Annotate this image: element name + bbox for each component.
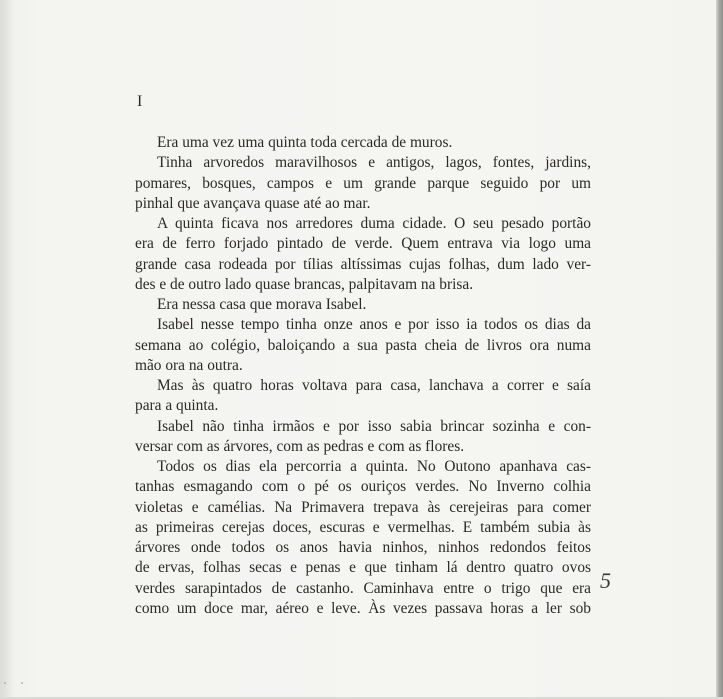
- text-line: grande casa rodeada por tílias altíssimas cujas folhas, dum lado ver-: [135, 255, 591, 273]
- text-line: verdes sarapintados de castanho. Caminhava entre o trigo que era: [135, 579, 591, 597]
- text-line: Isabel não tinha irmãos e por isso sabia brincar sozinha e con-: [157, 417, 591, 435]
- text-line: Tinha arvoredos maravilhosos e antigos, lagos, fontes, jardins,: [157, 154, 591, 172]
- text-line: como um doce mar, aéreo e leve. Às vezes passava horas a ler sob: [135, 599, 591, 617]
- text-line: pomares, bosques, campos e um grande parque seguido por um: [135, 174, 591, 192]
- text-line: Era nessa casa que morava Isabel.: [157, 296, 367, 313]
- paragraph: [135, 417, 591, 458]
- gutter-shadow: [0, 0, 14, 699]
- text-line: violetas e camélias. Na Primavera trepava às cerejeiras para comer: [135, 498, 591, 516]
- page-edge: [716, 0, 723, 699]
- text-line: tanhas esmagando com o pé os ouriços verdes. No Inverno colhia: [135, 478, 591, 496]
- paper-speck: [4, 682, 6, 684]
- text-line: Todos os dias ela percorria a quinta. No Outono apanhava cas-: [157, 458, 591, 475]
- paragraph: [135, 295, 591, 315]
- text-line: mão ora na outra.: [135, 356, 243, 374]
- text-line: Isabel nesse tempo tinha onze anos e por isso ia todos os dias da: [157, 316, 591, 334]
- text-line: semana ao colégio, baloiçando a sua pasta cheia de livros ora numa: [135, 336, 591, 354]
- text-line: Mas às quatro horas voltava para casa, lanchava a correr e saía: [157, 377, 591, 394]
- text-line: para a quinta.: [135, 397, 219, 415]
- page-number: 5: [600, 568, 611, 593]
- paragraph: [135, 315, 591, 376]
- text-line: Era uma vez uma quinta toda cercada de muros.: [157, 134, 453, 151]
- paragraph: [135, 153, 591, 214]
- text-line: árvores onde todos os anos havia ninhos, ninhos redondos feitos: [135, 539, 591, 556]
- text-line: versar com as árvores, com as pedras e com as flores.: [135, 437, 465, 455]
- text-line: de ervas, folhas secas e penas e que tinham lá dentro quatro ovos: [135, 559, 591, 577]
- paper-speck: [21, 682, 23, 684]
- paragraph: [135, 457, 591, 619]
- text-line: era de ferro forjado pintado de verde. Quem entrava via logo uma: [135, 235, 591, 253]
- text-line: as primeiras cerejas doces, escuras e vermelhas. E também subia às: [135, 518, 591, 536]
- body-text: [135, 133, 591, 619]
- text-line: pinhal que avançava quase até ao mar.: [135, 194, 371, 212]
- text-line: A quinta ficava nos arredores duma cidade. O seu pesado portão: [157, 215, 591, 232]
- paragraph: [135, 376, 591, 417]
- chapter-heading: I: [137, 93, 143, 110]
- paragraph: [135, 133, 591, 153]
- text-line: des e de outro lado quase brancas, palpitavam na brisa.: [135, 275, 474, 293]
- paragraph: [135, 214, 591, 295]
